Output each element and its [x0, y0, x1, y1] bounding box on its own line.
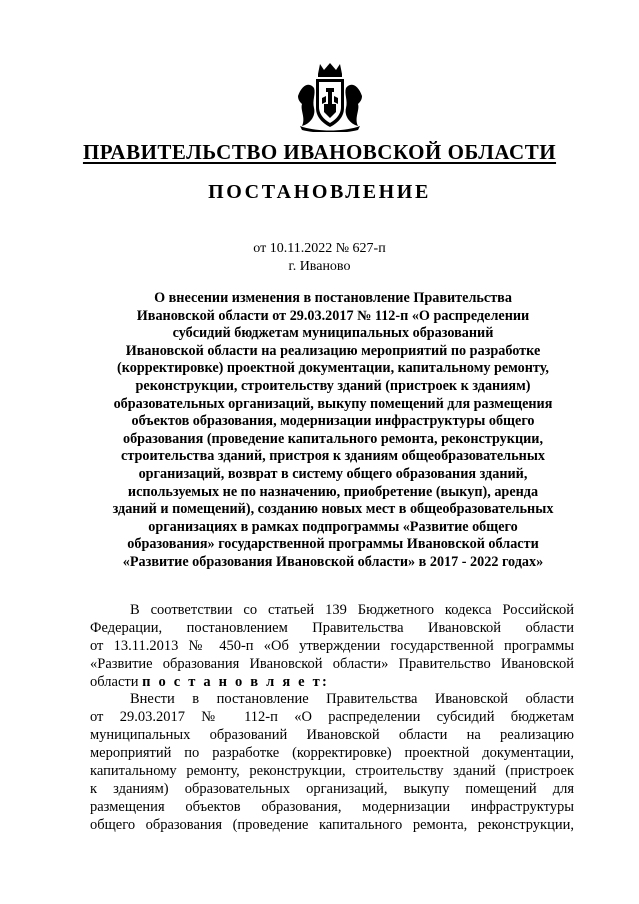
heading-line: организациях в рамках подпрограммы «Развитие общего	[148, 518, 518, 535]
heading-line: объектов образования, модернизации инфраструктуры общего	[131, 413, 535, 430]
body-line: «Развитие образования Ивановской области» Правительство Ивановской	[90, 655, 574, 672]
heading-line: субсидий бюджетам муниципальных образований	[172, 325, 494, 342]
decree-word: п о с т а н о в л я е т:	[142, 673, 329, 690]
heading-line: Ивановской области на реализацию мероприятий по разработке	[125, 342, 541, 359]
resolution-heading	[100, 290, 566, 572]
document-date-number: от 10.11.2022 № 627-п	[253, 241, 386, 256]
body-line: Внести в постановление Правительства Ивановской области	[130, 691, 574, 708]
heading-line: Ивановской области от 29.03.2017 № 112-п «О распределении	[136, 307, 530, 324]
body-line: Федерации, постановлением Правительства Ивановской области	[90, 619, 574, 636]
heading-line: «Развитие образования Ивановской области» в 2017 - 2022 годах»	[122, 553, 544, 570]
body-line: мероприятий по разработке (корректировке) проектной документации,	[90, 745, 574, 762]
body-line: от 29.03.2017 № 112-п «О распределении субсидий бюджетам	[90, 709, 574, 726]
heading-line: образования (проведение капитального ремонта, реконструкции,	[122, 430, 544, 447]
body-text	[90, 602, 574, 835]
coat-of-arms-icon	[296, 60, 364, 132]
body-line: общего образования (проведение капитального ремонта, реконструкции,	[90, 816, 574, 833]
body-line: размещения объектов образования, модернизации инфраструктуры	[90, 798, 574, 815]
heading-line: (корректировке) проектной документации, капитальному ремонту,	[117, 360, 549, 377]
body-line: муниципальных образований Ивановской области на реализацию	[90, 727, 574, 744]
heading-line: используемых не по назначению, приобретение (выкуп), аренда	[127, 483, 539, 500]
body-line: области	[90, 673, 139, 690]
heading-line: О внесении изменения в постановление Правительства	[154, 290, 512, 306]
heading-line: реконструкции, строительству зданий (пристроек к зданиям)	[135, 377, 531, 394]
heading-line: зданий и помещений), созданию новых мест в общеобразовательных	[112, 501, 554, 518]
body-line-decree	[90, 674, 574, 692]
document-city: г. Иваново	[288, 259, 351, 274]
government-title: ПРАВИТЕЛЬСТВО ИВАНОВСКОЙ ОБЛАСТИ	[82, 140, 557, 164]
body-line: к зданиям) образовательных организаций, выкупу помещений для	[90, 780, 574, 797]
heading-line: организаций, возврат в систему общего образования зданий,	[138, 465, 528, 482]
heading-line: образовательных организаций, выкупу помещений для размещения	[113, 395, 553, 412]
body-line: от 13.11.2013 № 450-п «Об утверждении государственной программы	[90, 637, 574, 654]
body-line: капитальному ремонту, реконструкции, строительству зданий (пристроек	[90, 763, 574, 780]
heading-line: образования» государственной программы Ивановской области	[127, 536, 539, 553]
heading-line: строительства зданий, пристроя к зданиям общеобразовательных	[121, 448, 545, 465]
body-line: В соответствии со статьей 139 Бюджетного кодекса Российской	[130, 602, 574, 618]
document-type: ПОСТАНОВЛЕНИЕ	[208, 181, 431, 203]
